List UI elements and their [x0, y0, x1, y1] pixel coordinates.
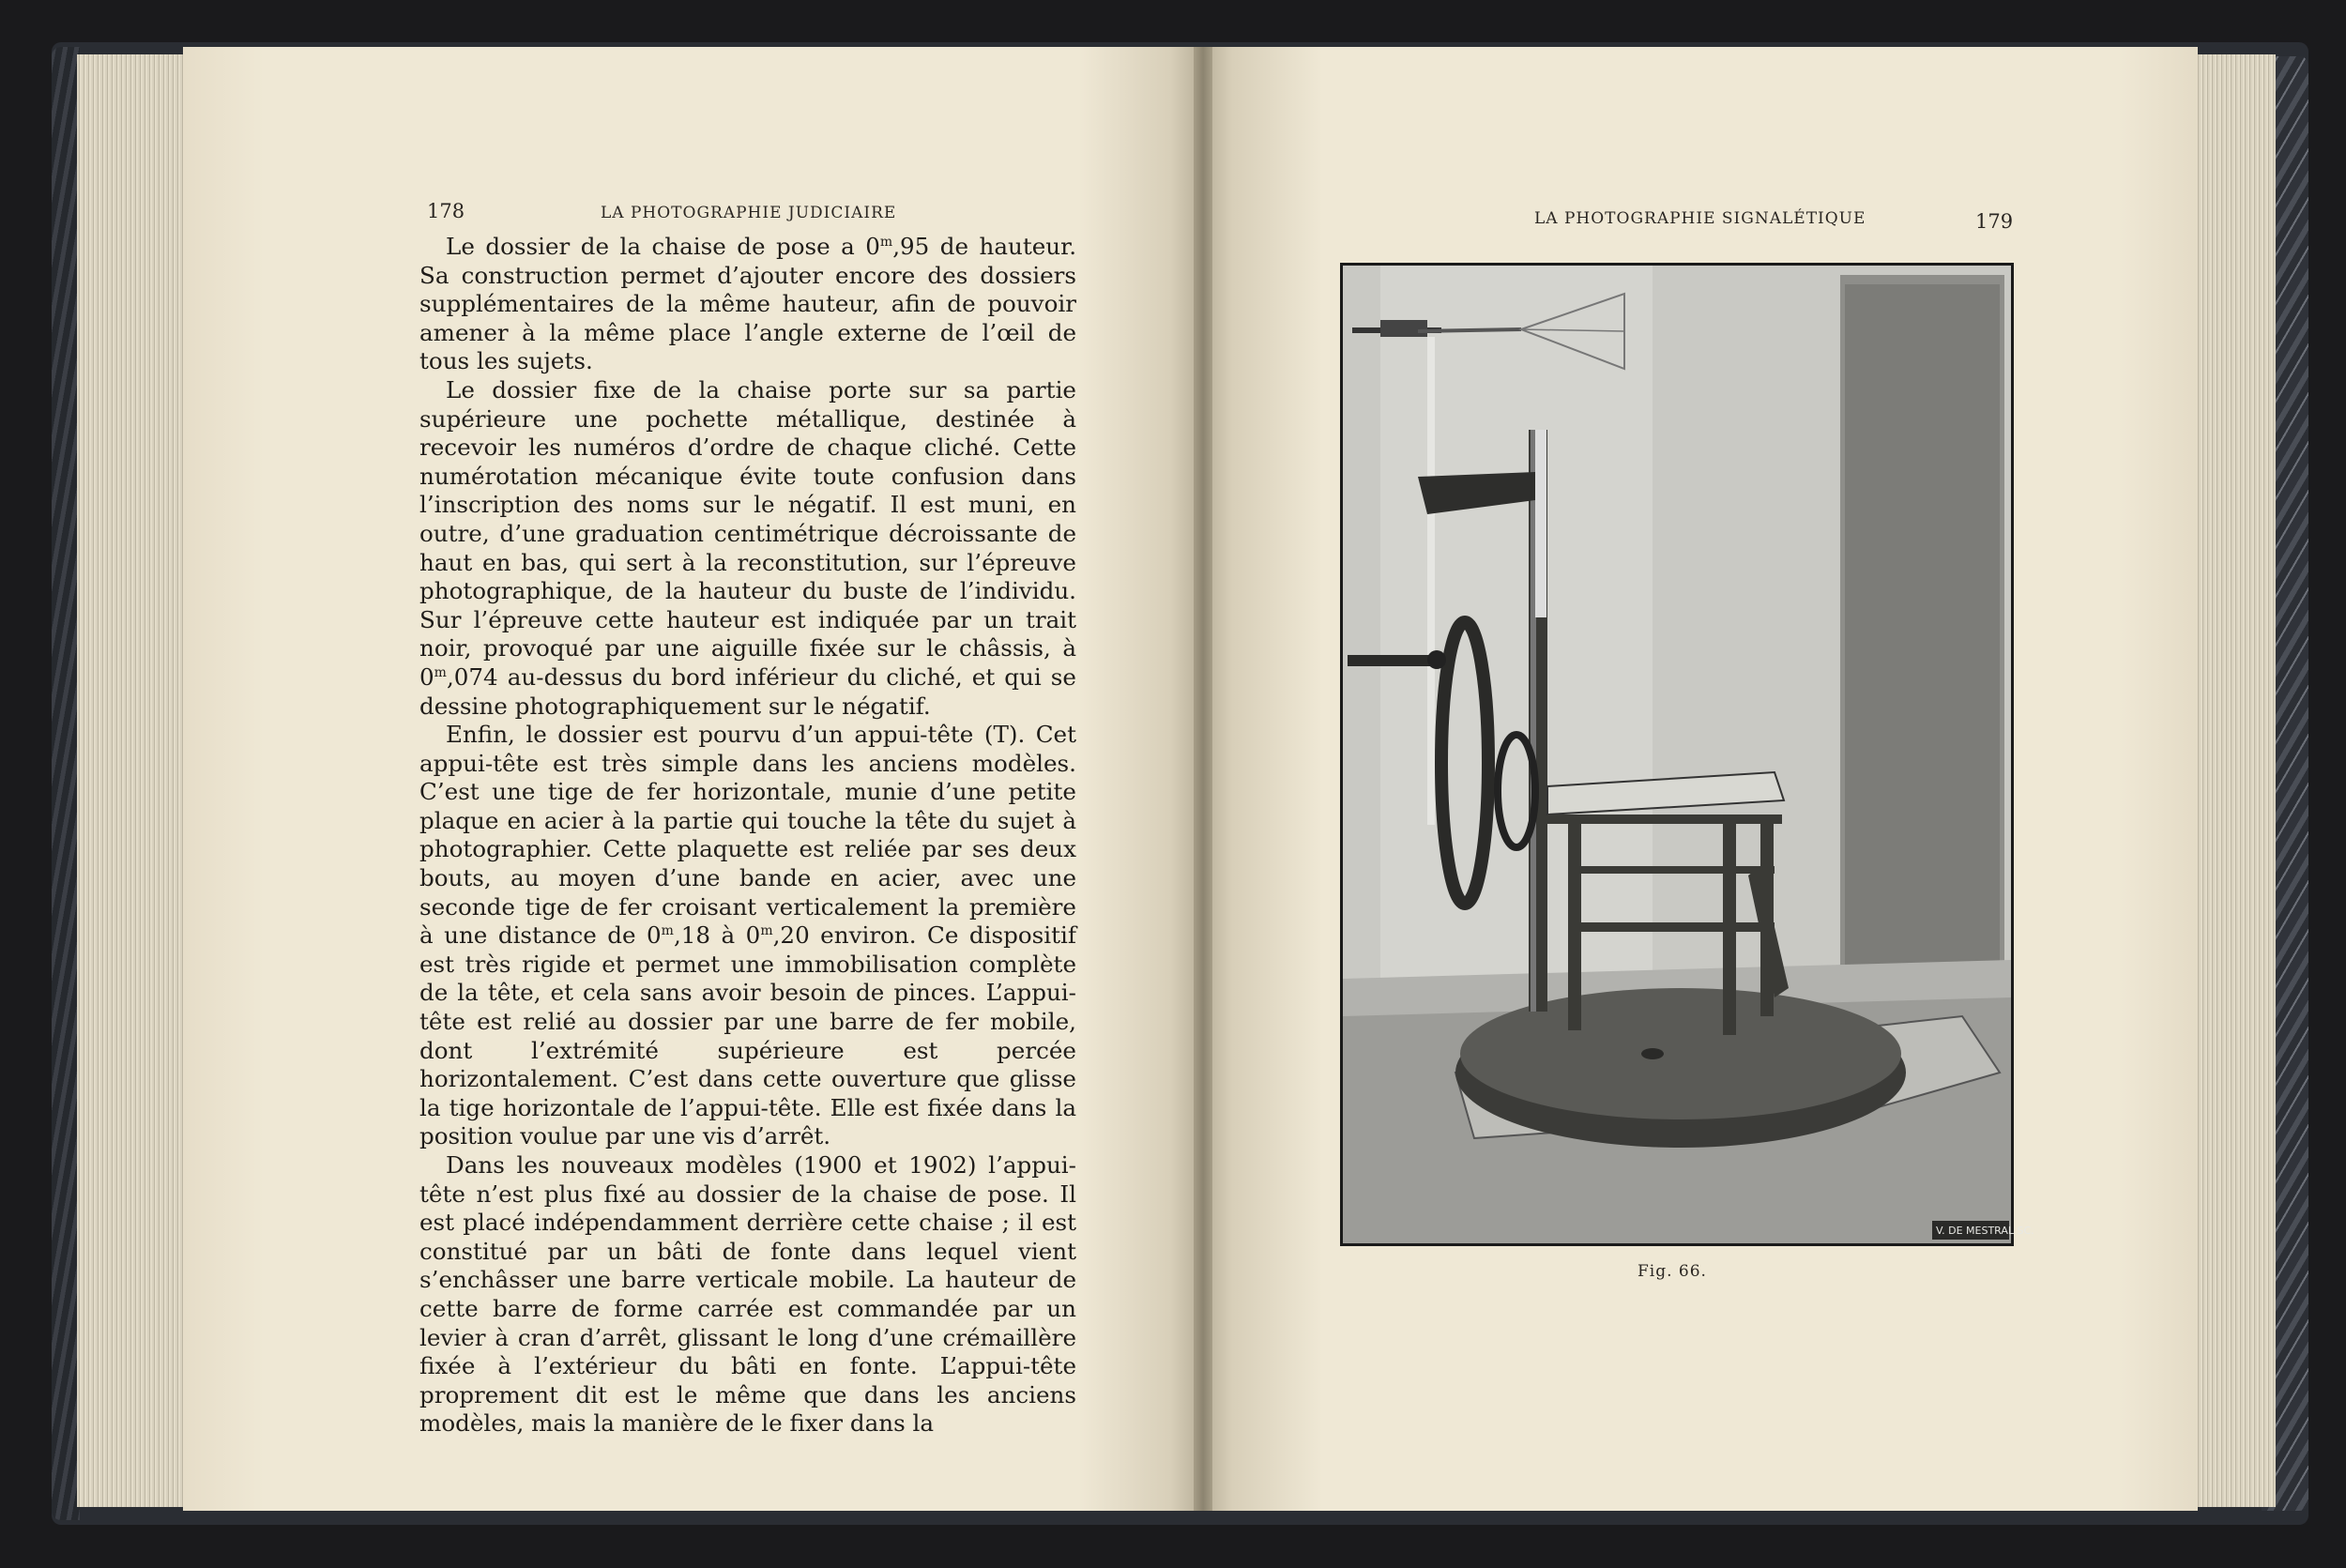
pose-chair-illustration — [1343, 266, 2034, 1243]
page-edges-right — [2196, 54, 2276, 1507]
book-gutter — [1194, 47, 1212, 1511]
paragraph-3: Enfin, le dossier est pourvu d’un appui-tête (T). Cet appui-tête est très simple dans les anciens modèles. C’est une tige de fer horizontale, munie d’une petite plaque en acier à la partie qui touche la tête du sujet à photographier. Cette plaquette est reliée par ses deux bouts, au moyen d’une bande en acier, avec une seconde tige de fer croisant verticalement la première à une distance de 0$^m$,18 à 0$^m$,20 environ. Ce dispositif est très rigide et permet une immobilisation complète de la tête, et cela sans avoir besoin de pinces. L’appui-tête est relié au dossier par une barre de fer mobile, dont l’extrémité supérieure est percée horizontalement. C’est dans cette ouverture que glisse la tige horizontale de l’appui-tête. Elle est fixée dans la position voulue par une vis d’arrêt. — [419, 721, 1076, 1150]
marbled-board-left — [52, 47, 80, 1520]
engraver-credit: V. DE MESTRAL SC. — [1936, 1225, 2034, 1237]
paragraph-2: Le dossier fixe de la chaise porte sur sa partie supérieure une pochette métallique, destinée à recevoir les numéros d’ordre de chaque cliché. Cette numérotation mécanique évite toute confusion dans l’inscription des noms sur le négatif. Il est muni, en outre, d’une graduation centimétrique décroissante de haut en bas, qui sert à la reconstitution, sur l’épreuve photographique, de la hauteur du buste de l’individu. Sur l’épreuve cette hauteur est indiquée par un trait noir, provoqué par une aiguille fixée sur le châssis, à 0$^m$,074 au-dessus du bord inférieur du cliché, et qui se dessine photographiquement sur le négatif. — [419, 375, 1076, 720]
left-page-number: 178 — [427, 200, 465, 222]
right-running-head: LA PHOTOGRAPHIE SIGNALÉTIQUE — [1534, 209, 1866, 228]
figure-photograph — [1340, 263, 2034, 1246]
paragraph-4: Dans les nouveaux modèles (1900 et 1902) l’appui-tête n’est plus fixé au dossier de la chaise de pose. Il est placé indépendamment derrière cette chaise ; il est constitué par un bâti de fonte dans lequel vient s’enchâsser une barre verticale mobile. La hauteur de cette barre de forme carrée est commandée par un levier à cran d’arrêt, glissant le long d’une crémaillère fixée à l’extérieur du bâti en fonte. L’appui-tête proprement dit est le même que dans les anciens modèles, mais la manière de le fixer dans la — [419, 1151, 1076, 1438]
page-edges-left — [77, 54, 190, 1507]
paragraph-1: Le dossier de la chaise de pose a 0$^m$,95 de hauteur. Sa construction permet d’ajouter encore des dossiers supplémentaires de la même hauteur, afin de pouvoir amener à la même place l’angle externe de l’œil de tous les sujets. — [419, 233, 1077, 375]
left-text-block — [419, 233, 1076, 1439]
right-page-number: 179 — [1975, 210, 2014, 233]
figure-caption: Fig. 66. — [1638, 1262, 1707, 1281]
left-running-head: LA PHOTOGRAPHIE JUDICIAIRE — [601, 204, 897, 222]
